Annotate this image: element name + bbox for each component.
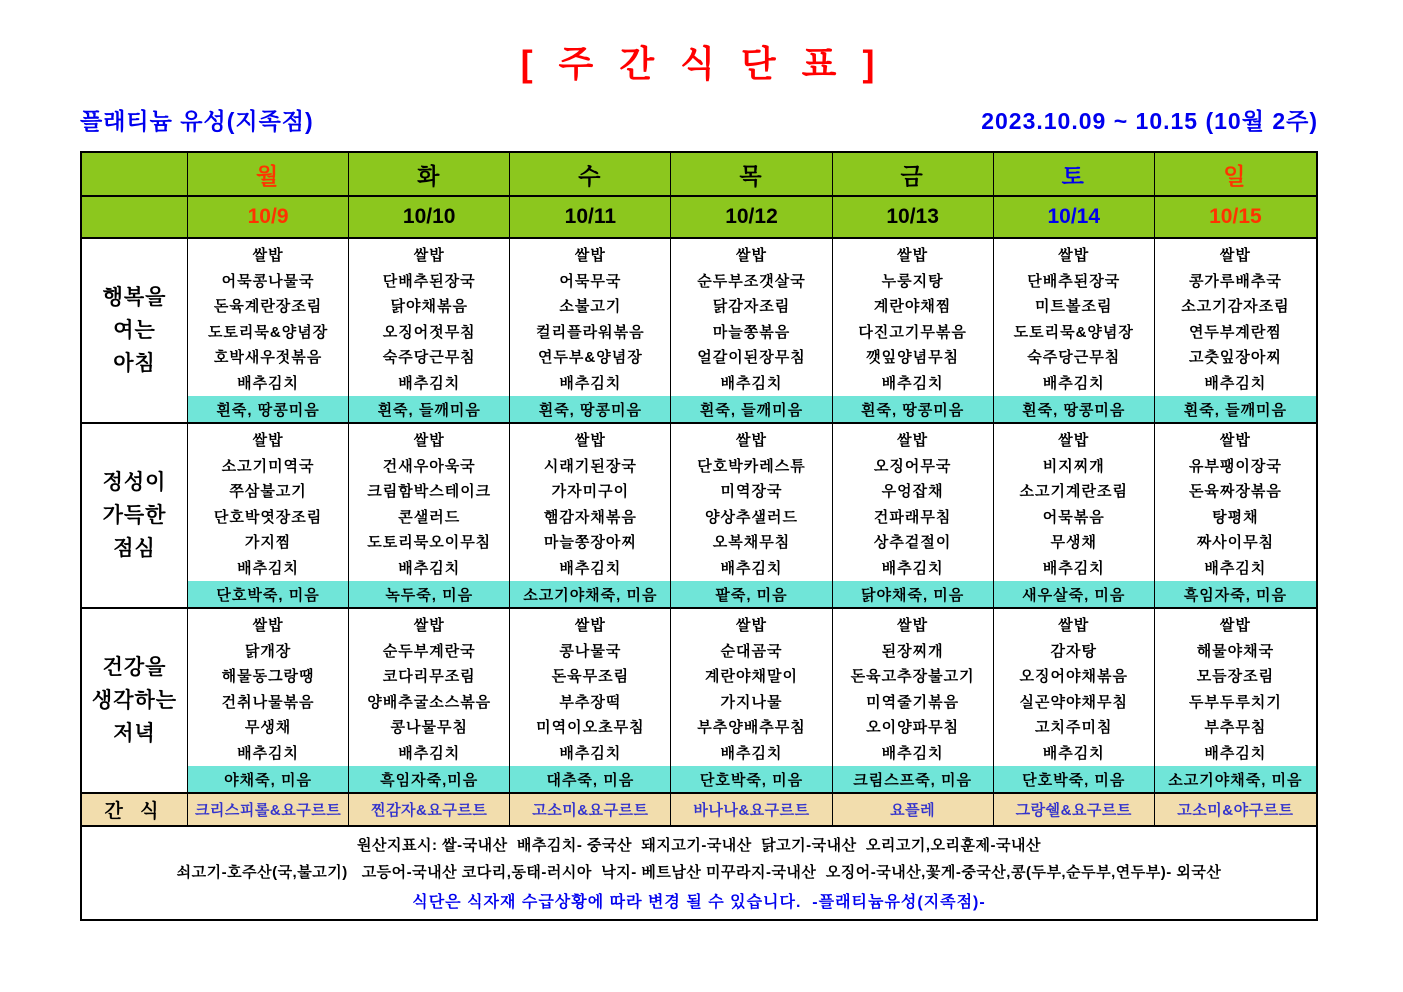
menu-cell <box>349 424 510 609</box>
menu-item: 코다리무조림 <box>382 668 476 686</box>
menu-item: 양상추샐러드 <box>705 508 798 526</box>
menu-item: 쭈삼불고기 <box>229 483 307 501</box>
menu-item: 단호박카레스튜 <box>697 457 806 475</box>
menu-item: 소불고기 <box>559 298 622 316</box>
section-label-dinner <box>82 609 188 794</box>
menu-item: 미트볼조림 <box>1035 298 1113 316</box>
menu-item: 깻잎양념무침 <box>866 349 960 367</box>
menu-table <box>80 151 1318 921</box>
menu-item: 연두부계란찜 <box>1188 323 1282 341</box>
origin-labels-line-1: 원산지표시: 쌀-국내산 배추김치- 중국산 돼지고기-국내산 닭고기-국내산 오리고기,오리훈제-국내산 <box>357 837 1041 855</box>
menu-item: 배추김치 <box>720 559 783 577</box>
menu-item-list <box>349 609 509 766</box>
menu-item: 단배추된장국 <box>1027 272 1121 290</box>
menu-item-list <box>349 424 509 581</box>
menu-item-list <box>994 609 1154 766</box>
menu-item: 도토리묵&양념장 <box>1013 323 1134 341</box>
menu-item: 탕평채 <box>1212 508 1259 526</box>
menu-item: 크림함박스테이크 <box>367 483 492 501</box>
menu-cell <box>510 609 671 794</box>
porridge-band: 흰죽, 땅콩미음 <box>994 396 1154 422</box>
menu-item: 쌀밥 <box>1058 617 1090 635</box>
porridge-band: 흑임자죽,미음 <box>349 766 509 792</box>
menu-item: 오징어야채볶음 <box>1019 668 1128 686</box>
menu-item: 배추김치 <box>881 559 944 577</box>
menu-item: 미역장국 <box>720 483 783 501</box>
menu-item-list <box>510 239 670 396</box>
menu-item: 연두부&양념장 <box>537 349 643 367</box>
menu-item: 배추김치 <box>1204 744 1267 762</box>
menu-item: 우엉잡채 <box>881 483 944 501</box>
menu-item: 건취나물볶음 <box>221 693 315 711</box>
menu-cell <box>1155 239 1316 424</box>
menu-item: 쌀밥 <box>736 247 767 265</box>
menu-item: 햄감자채볶음 <box>543 508 637 526</box>
menu-item: 고춧잎장아찌 <box>1188 349 1282 367</box>
menu-cell <box>833 609 994 794</box>
section-label-line: 가득한 <box>102 504 167 527</box>
menu-item: 부추장떡 <box>559 693 622 711</box>
menu-item: 쌀밥 <box>897 432 929 450</box>
menu-item-list <box>349 239 509 396</box>
menu-item: 쌀밥 <box>252 247 284 265</box>
menu-item: 쌀밥 <box>413 617 445 635</box>
menu-item: 쌀밥 <box>1219 247 1251 265</box>
menu-item: 감자탕 <box>1050 642 1098 660</box>
menu-item: 가지나물 <box>720 693 783 711</box>
menu-item: 배추김치 <box>1204 559 1267 577</box>
menu-item: 건파래무침 <box>873 508 952 526</box>
menu-item: 콩나물무침 <box>390 719 468 737</box>
menu-item: 두부두루치기 <box>1188 693 1282 711</box>
day-header-cell: 일 <box>1155 153 1316 197</box>
menu-cell <box>349 609 510 794</box>
menu-item: 순대곰국 <box>720 642 783 660</box>
menu-item: 돈육짜장볶음 <box>1188 483 1282 501</box>
menu-item: 컬리플라워볶음 <box>536 323 645 341</box>
porridge-band: 흰죽, 땅콩미음 <box>510 396 670 422</box>
menu-item: 부추무침 <box>1204 719 1267 737</box>
menu-item-list <box>1155 424 1316 581</box>
origin-labels-line-2: 쇠고기-호주산(국,불고기) 고등어-국내산 코다리,동태-러시아 낙지- 베트남산 미꾸라지-국내산 오징어-국내산,꽃게-중국산,콩(두부,순두부,연두부)- 외국산 <box>176 864 1222 882</box>
porridge-band: 소고기야채죽, 미음 <box>1155 766 1316 792</box>
porridge-band: 흰죽, 들깨미음 <box>671 396 831 422</box>
section-label-line: 점심 <box>113 537 156 560</box>
porridge-band: 흰죽, 땅콩미음 <box>833 396 993 422</box>
menu-item: 쌀밥 <box>1058 247 1090 265</box>
menu-item: 도토리묵&양념장 <box>207 323 329 341</box>
menu-item: 배추김치 <box>720 374 783 392</box>
menu-item: 쌀밥 <box>1219 617 1251 635</box>
menu-item: 소고기계란조림 <box>1019 483 1128 501</box>
menu-item: 콩나물국 <box>559 642 622 660</box>
menu-item: 닭야채볶음 <box>390 298 468 316</box>
menu-cell <box>833 239 994 424</box>
menu-item: 쌀밥 <box>252 617 284 635</box>
menu-item: 상추겉절이 <box>873 534 952 552</box>
menu-item: 계란야채말이 <box>705 668 798 686</box>
menu-item: 배추김치 <box>237 744 300 762</box>
menu-item: 쌀밥 <box>736 617 767 635</box>
menu-item: 마늘쫑볶음 <box>712 323 791 341</box>
menu-item: 배추김치 <box>1042 374 1105 392</box>
menu-item: 배추김치 <box>237 374 300 392</box>
menu-item: 양배추굴소스볶음 <box>367 693 492 711</box>
menu-item: 어묵볶음 <box>1042 508 1105 526</box>
section-label-line: 여는 <box>113 319 156 342</box>
menu-item: 순두부계란국 <box>382 642 476 660</box>
subheader <box>80 103 1318 136</box>
porridge-band: 닭야채죽, 미음 <box>833 581 993 607</box>
section-label-line: 저녁 <box>113 722 156 745</box>
menu-item: 배추김치 <box>881 374 944 392</box>
menu-item-list <box>1155 239 1316 396</box>
menu-cell <box>833 424 994 609</box>
menu-cell <box>188 424 349 609</box>
menu-item: 쌀밥 <box>1219 432 1251 450</box>
menu-item: 고치주미침 <box>1035 719 1113 737</box>
menu-item: 콩가루배추국 <box>1188 272 1282 290</box>
menu-item: 된장찌개 <box>881 642 944 660</box>
menu-item: 돈육고추장불고기 <box>850 668 975 686</box>
menu-item-list <box>510 609 670 766</box>
menu-cell <box>671 239 832 424</box>
menu-item: 시래기된장국 <box>543 457 637 475</box>
porridge-band: 흰죽, 들깨미음 <box>349 396 509 422</box>
menu-cell <box>671 609 832 794</box>
section-label-line: 생각하는 <box>91 689 178 712</box>
menu-item: 쌀밥 <box>413 247 445 265</box>
menu-item: 어묵무국 <box>559 272 622 290</box>
menu-item: 배추김치 <box>720 744 783 762</box>
menu-item: 소고기감자조림 <box>1181 298 1290 316</box>
snack-item: 고소미&요구르트 <box>510 794 671 827</box>
menu-item: 순두부조갯살국 <box>697 272 806 290</box>
menu-item: 배추김치 <box>1204 374 1267 392</box>
day-header-cell: 화 <box>349 153 510 197</box>
menu-item: 부추양배추무침 <box>697 719 806 737</box>
page-title: [ 주 간 식 단 표 ] <box>520 43 883 84</box>
menu-item: 무생채 <box>244 719 292 737</box>
snack-item: 요플레 <box>833 794 994 827</box>
menu-item-list <box>188 609 348 766</box>
snack-item: 그랑쉘&요구르트 <box>994 794 1155 827</box>
menu-item: 배추김치 <box>559 559 622 577</box>
menu-item: 쌀밥 <box>252 432 284 450</box>
date-corner-cell <box>82 197 188 239</box>
menu-item: 돈육무조림 <box>551 668 630 686</box>
menu-item: 단배추된장국 <box>382 272 476 290</box>
menu-item: 쌀밥 <box>574 617 606 635</box>
porridge-band: 새우살죽, 미음 <box>994 581 1154 607</box>
menu-item-list <box>671 424 831 581</box>
menu-item-list <box>671 609 831 766</box>
store-name: 플래티늄 유성(지족점) <box>80 108 314 134</box>
section-label-lunch <box>82 424 188 609</box>
menu-item: 계란야채찜 <box>873 298 952 316</box>
section-label-line: 건강을 <box>102 656 167 679</box>
menu-cell <box>994 609 1155 794</box>
menu-item: 오이양파무침 <box>866 719 960 737</box>
menu-item: 돈육계란장조림 <box>213 298 323 316</box>
porridge-band: 대추죽, 미음 <box>510 766 670 792</box>
porridge-band: 녹두죽, 미음 <box>349 581 509 607</box>
menu-item-list <box>833 609 993 766</box>
menu-item: 단호박엿장조림 <box>213 508 323 526</box>
date-cell: 10/14 <box>994 197 1155 239</box>
menu-item: 배추김치 <box>1042 559 1105 577</box>
menu-item: 쌀밥 <box>413 432 445 450</box>
section-label-breakfast <box>82 239 188 424</box>
menu-item: 미역이오초무침 <box>536 719 645 737</box>
menu-item-list <box>1155 609 1316 766</box>
menu-item: 해물동그랑땡 <box>221 668 315 686</box>
day-header-cell: 월 <box>188 153 349 197</box>
menu-item: 오징어젓무침 <box>382 323 476 341</box>
menu-cell <box>188 609 349 794</box>
menu-item: 호박새우젓볶음 <box>213 349 323 367</box>
menu-item: 닭개장 <box>244 642 292 660</box>
menu-item: 해물야채국 <box>1196 642 1275 660</box>
menu-cell <box>1155 424 1316 609</box>
porridge-band: 흰죽, 땅콩미음 <box>188 396 348 422</box>
menu-cell <box>671 424 832 609</box>
section-label-line: 정성이 <box>102 471 167 494</box>
menu-item: 배추김치 <box>1042 744 1105 762</box>
menu-item: 콘샐러드 <box>398 508 461 526</box>
menu-item: 배추김치 <box>559 744 622 762</box>
date-cell: 10/12 <box>671 197 832 239</box>
porridge-band: 크림스프죽, 미음 <box>833 766 993 792</box>
menu-change-notice: 식단은 식자재 수급상황에 따라 변경 될 수 있습니다. -플래티늄유성(지족점)- <box>412 893 986 911</box>
date-range: 2023.10.09 ~ 10.15 (10월 2주) <box>981 108 1318 134</box>
menu-item: 누룽지탕 <box>881 272 944 290</box>
menu-item: 마늘쫑장아찌 <box>543 534 637 552</box>
menu-item: 쌀밥 <box>574 432 606 450</box>
menu-item: 숙주당근무침 <box>1027 349 1121 367</box>
footer-notes <box>82 827 1316 919</box>
menu-item: 실곤약야채무침 <box>1019 693 1128 711</box>
menu-item: 건새우아욱국 <box>382 457 476 475</box>
porridge-band: 흰죽, 들깨미음 <box>1155 396 1316 422</box>
porridge-band: 소고기야채죽, 미음 <box>510 581 670 607</box>
menu-item: 얼갈이된장무침 <box>697 349 806 367</box>
menu-item: 배추김치 <box>398 744 461 762</box>
menu-item-list <box>994 239 1154 396</box>
snack-item: 바나나&요구르트 <box>671 794 832 827</box>
day-header-cell: 토 <box>994 153 1155 197</box>
porridge-band: 야채죽, 미음 <box>188 766 348 792</box>
weekly-menu-page <box>0 36 1403 992</box>
menu-item: 무생채 <box>1050 534 1098 552</box>
porridge-band: 단호박죽, 미음 <box>188 581 348 607</box>
day-header-cell: 금 <box>833 153 994 197</box>
menu-item: 다진고기무볶음 <box>858 323 967 341</box>
snack-item: 찐감자&요구르트 <box>349 794 510 827</box>
menu-item: 오징어무국 <box>873 457 952 475</box>
menu-item: 배추김치 <box>398 374 461 392</box>
porridge-band: 단호박죽, 미음 <box>994 766 1154 792</box>
menu-item: 쌀밥 <box>897 617 929 635</box>
menu-item: 소고기미역국 <box>221 457 315 475</box>
menu-item: 오복채무침 <box>712 534 791 552</box>
porridge-band: 팥죽, 미음 <box>671 581 831 607</box>
menu-item: 배추김치 <box>559 374 622 392</box>
menu-item: 가지찜 <box>244 534 292 552</box>
menu-item-list <box>671 239 831 396</box>
menu-item: 쌀밥 <box>1058 432 1090 450</box>
menu-item-list <box>833 424 993 581</box>
date-cell: 10/11 <box>510 197 671 239</box>
menu-item: 유부팽이장국 <box>1188 457 1282 475</box>
menu-item: 숙주당근무침 <box>382 349 476 367</box>
menu-item-list <box>833 239 993 396</box>
menu-item: 쌀밥 <box>574 247 606 265</box>
date-cell: 10/15 <box>1155 197 1316 239</box>
date-cell: 10/9 <box>188 197 349 239</box>
menu-item: 닭감자조림 <box>712 298 791 316</box>
menu-item: 배추김치 <box>237 559 300 577</box>
menu-cell <box>994 424 1155 609</box>
menu-item: 쌀밥 <box>897 247 929 265</box>
section-label-line: 아침 <box>113 352 156 375</box>
menu-item: 비지찌개 <box>1042 457 1105 475</box>
date-cell: 10/10 <box>349 197 510 239</box>
date-cell: 10/13 <box>833 197 994 239</box>
menu-cell <box>510 239 671 424</box>
menu-item: 배추김치 <box>881 744 944 762</box>
menu-item: 짜사이무침 <box>1196 534 1275 552</box>
menu-item: 모듬장조림 <box>1196 668 1275 686</box>
menu-cell <box>188 239 349 424</box>
menu-cell <box>994 239 1155 424</box>
menu-cell <box>349 239 510 424</box>
header-corner-cell <box>82 153 188 197</box>
menu-item: 배추김치 <box>398 559 461 577</box>
menu-item-list <box>188 424 348 581</box>
menu-item: 도토리묵오이무침 <box>367 534 492 552</box>
day-header-cell: 목 <box>671 153 832 197</box>
porridge-band: 흑임자죽, 미음 <box>1155 581 1316 607</box>
snack-label: 간 식 <box>82 794 188 827</box>
day-header-cell: 수 <box>510 153 671 197</box>
menu-item: 어묵콩나물국 <box>221 272 315 290</box>
menu-item: 쌀밥 <box>736 432 767 450</box>
section-label-line: 행복을 <box>102 286 167 309</box>
snack-item: 고소미&야구르트 <box>1155 794 1316 827</box>
menu-item: 미역줄기볶음 <box>866 693 960 711</box>
menu-item-list <box>510 424 670 581</box>
menu-item-list <box>188 239 348 396</box>
menu-cell <box>510 424 671 609</box>
menu-cell <box>1155 609 1316 794</box>
porridge-band: 단호박죽, 미음 <box>671 766 831 792</box>
snack-item: 크리스피롤&요구르트 <box>188 794 349 827</box>
menu-item-list <box>994 424 1154 581</box>
menu-item: 가자미구이 <box>551 483 630 501</box>
